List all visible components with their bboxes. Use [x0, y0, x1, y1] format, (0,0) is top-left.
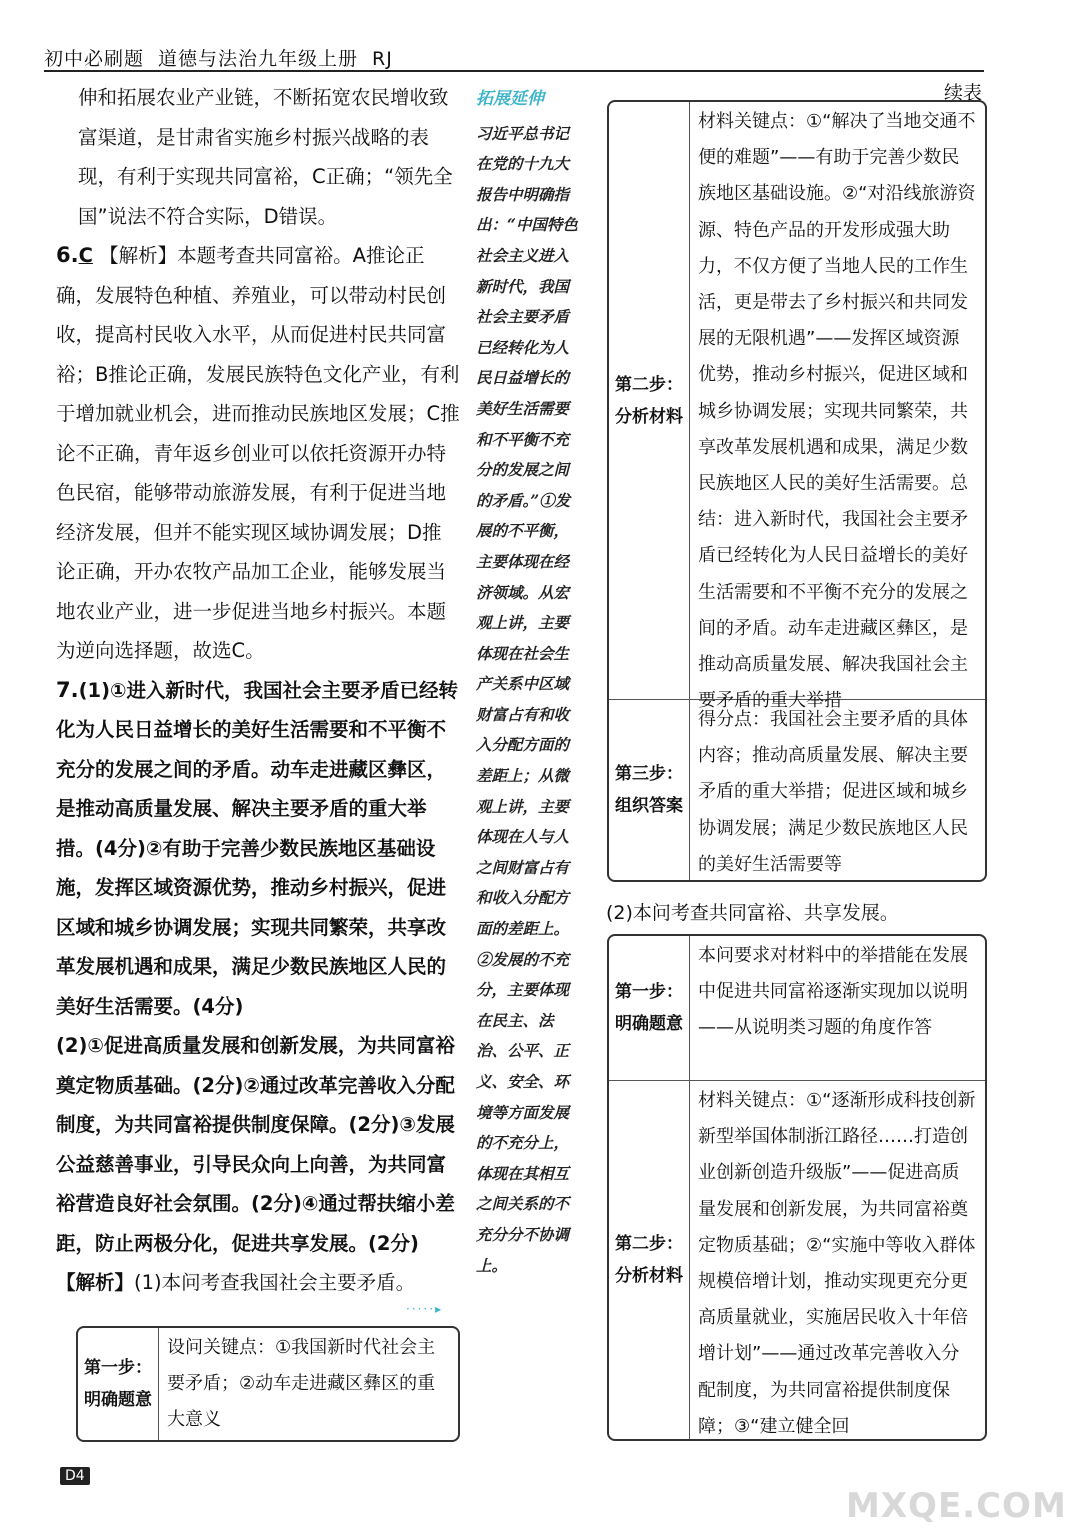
q6-block — [56, 236, 460, 671]
table-part2 — [607, 934, 987, 1441]
q7-part2-note: (2)本问考查共同富裕、共享发展。 — [606, 902, 899, 924]
sidebar-title: 拓展延伸 — [476, 89, 544, 109]
analysis-text: (1)本问考查我国社会主要矛盾。 — [134, 1271, 416, 1294]
q7-number: 7. — [56, 677, 79, 702]
continued-label: 续表 — [944, 82, 983, 104]
q7-answer-1: (1)①进入新时代，我国社会主要矛盾已经转化为人民日益增长的美好生活需要和不平衡不充分的发展之间的矛盾。动车走进藏区彝区，是推动高质量发展、解决主要矛盾的重大举措。(4分)②有助于完善少数民族地区基础设施，发挥区域资源优势，推动乡村振兴，促进区域和城乡协调发展；实现共同繁荣，共享改革发展机遇和成果，满足少数民族地区人民的美好生活需要。(4分) — [56, 678, 458, 1018]
table-steps-2-3 — [607, 100, 987, 882]
header-rule — [44, 70, 984, 72]
table-row — [609, 936, 985, 1081]
arrow-pointer: ·····▸ — [406, 1302, 444, 1316]
step-label: 第二步：分析材料 — [609, 102, 690, 699]
sidebar-text: 习近平总书记在党的十九大报告中明确指出：“中国特色社会主义进入新时代，我国社会主要矛盾已经转化为人民日益增长的美好生活需要和不平衡不充分的发展之间的矛盾。”①发展的不平衡，主要体现在经济领域。从宏观上讲，主要体现在社会生产关系中区域财富占有和收入分配方面的差距上；从微观上讲，主要体现在人与人之间财富占有和收入分配方面的差距上。②发展的不充分，主要体现在民主、法治、公平、正义、安全、环境等方面发展的不充分上，体现在其相互之间关系的不充分分不协调上。 — [476, 123, 578, 1275]
watermark: MXQE.COM — [846, 1486, 1067, 1526]
step-label: 第一步：明确题意 — [609, 936, 690, 1080]
table-row — [609, 1081, 985, 1439]
table-row — [609, 700, 985, 880]
q7-part1 — [56, 671, 460, 1027]
step-content: 得分点：我国社会主要矛盾的具体内容；推动高质量发展、解决主要矛盾的重大举措；促进区域和城乡协调发展；满足少数民族地区人民的美好生活需要等 — [698, 709, 968, 875]
left-column — [56, 78, 460, 1303]
subject-name: 道德与法治九年级上册 — [158, 48, 359, 70]
analysis-label: 【解析】 — [56, 1271, 135, 1294]
extension-sidebar — [476, 84, 584, 1281]
header-title — [44, 44, 393, 71]
step-content: 材料关键点：①“解决了当地交通不便的难题”——有助于完善少数民族地区基础设施。②“对沿线旅游资源、特色产品的开发形成强大助力，不仅方便了当地人民的工作生活，更是带去了乡村振兴和共同发展的无限机遇”——发挥区域资源优势，推动乡村振兴，促进区域和城乡协调发展；实现共同繁荣，共享改革发展机遇和成果，满足少数民族地区人民的美好生活需要。总结：进入新时代，我国社会主要矛盾已经转化为人民日益增长的美好生活需要和不平衡不充分的发展之间的矛盾。动车走进藏区彝区，是推动高质量发展、解决我国社会主要矛盾的重大举措 — [698, 111, 976, 712]
q6-answer: C — [78, 244, 93, 267]
q6-explanation: 【解析】本题考查共同富裕。A推论正确，发展特色种植、养殖业，可以带动村民创收，提高村民收入水平，从而促进村民共同富裕；B推论正确，发展民族特色文化产业，有利于增加就业机会，进而推动民族地区发展；C推论不正确，青年返乡创业可以依托资源开办特色民宿，能够带动旅游发展，有利于促进当地经济发展，但并不能实现区域协调发展；D推论正确，开办农牧产品加工企业，能够发展当地农业产业，进一步促进当地乡村振兴。本题为逆向选择题，故选C。 — [56, 244, 460, 662]
step-label: 第三步：组织答案 — [609, 700, 690, 880]
series-name: 初中必刷题 — [44, 48, 145, 70]
q7-analysis — [56, 1263, 460, 1303]
page-number: D4 — [60, 1467, 90, 1485]
step-label: 第二步：分析材料 — [609, 1081, 690, 1439]
q7-answer-2: (2)①促进高质量发展和创新发展，为共同富裕奠定物质基础。(2分)②通过改革完善收入分配制度，为共同富裕提供制度保障。(2分)③发展公益慈善事业，引导民众向上向善，为共同富裕营造良好社会氛围。(2分)④通过帮扶缩小差距，防止两极分化，促进共享发展。(2分) — [56, 1034, 455, 1255]
step-content: 设问关键点：①我国新时代社会主要矛盾；②动车走进藏区彝区的重大意义 — [167, 1337, 436, 1431]
table-row — [609, 102, 985, 712]
q5-tail: 伸和拓展农业产业链，不断拓宽农民增收致富渠道，是甘肃省实施乡村振兴战略的表现，有利于实现共同富裕，C正确；“领先全国”说法不符合实际，D错误。 — [78, 86, 453, 228]
table-step1 — [76, 1326, 460, 1442]
table-row — [78, 1328, 458, 1440]
step-content: 材料关键点：①“逐渐形成科技创新新型举国体制浙江路径……打造创业创新创造升级版”——促进高质量发展和创新发展，为共同富裕奠定物质基础；②“实施中等收入群体规模倍增计划，推动实现更充分更高质量就业，实施居民收入十年倍增计划”——通过改革完善收入分配制度，为共同富裕提供制度保障；③“建立健全回 — [698, 1090, 976, 1437]
step-label: 第一步：明确题意 — [78, 1328, 159, 1440]
q6-number: 6. — [56, 243, 79, 267]
edition-code: RJ — [372, 48, 393, 70]
step-content: 本问要求对材料中的举措能在发展中促进共同富裕逐渐实现加以说明——从说明类习题的角度作答 — [698, 945, 968, 1039]
